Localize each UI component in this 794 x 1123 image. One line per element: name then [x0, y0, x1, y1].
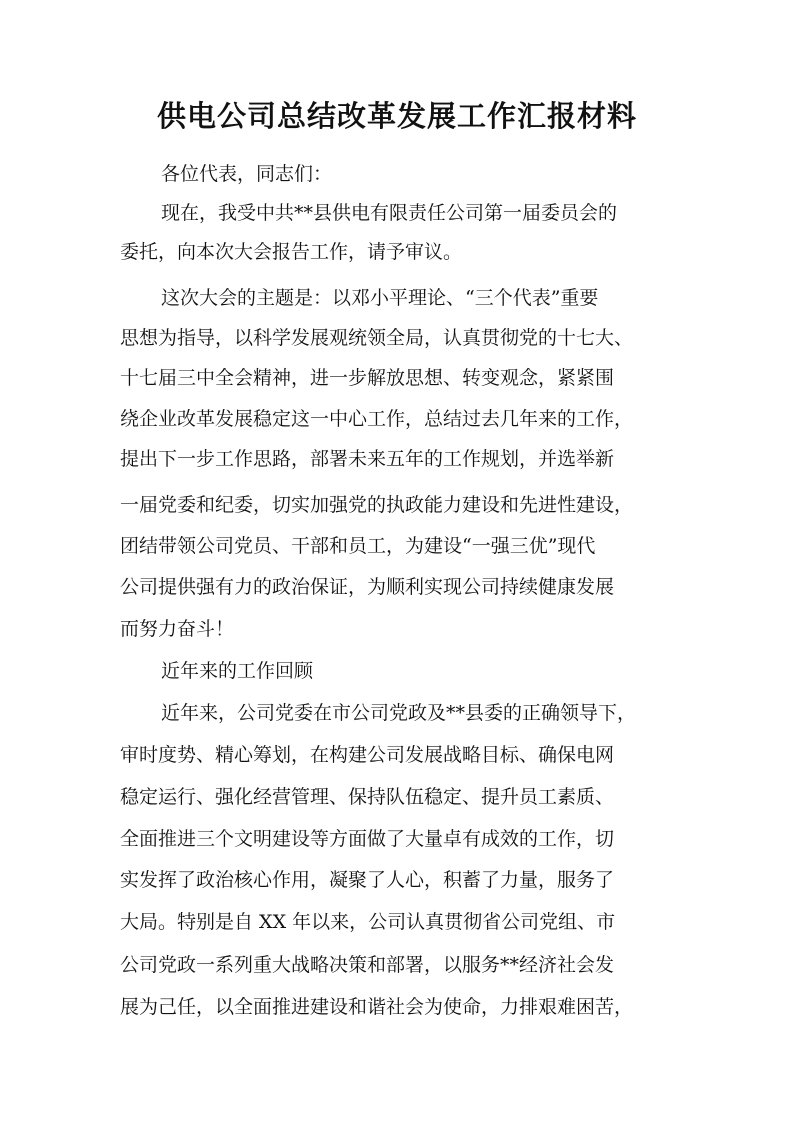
paragraph-line: 大局。特别是自 XX 年以来，公司认真贯彻省公司党组、市 [120, 911, 616, 933]
paragraph-line: 思想为指导，以科学发展观统领全局，认真贯彻党的十七大、 [120, 327, 634, 349]
paragraph-line: 十七届三中全会精神，进一步解放思想、转变观念，紧紧围 [120, 367, 615, 389]
paragraph-line: 一届党委和纪委，切实加强党的执政能力建设和先进性建设， [120, 494, 634, 516]
paragraph-line: 审时度势、精心筹划，在构建公司发展战略目标、确保电网 [120, 744, 615, 766]
section-heading: 近年来的工作回顾 [161, 660, 314, 682]
paragraph-line: 全面推进三个文明建设等方面做了大量卓有成效的工作，切 [120, 828, 615, 850]
paragraph-line: 展为己任，以全面推进建设和谐社会为使命，力排艰难困苦， [120, 996, 634, 1018]
paragraph-line: 公司党政一系列重大战略决策和部署，以服务**经济社会发 [120, 954, 615, 976]
paragraph-line: 委托，向本次大会报告工作，请予审议。 [120, 241, 463, 263]
paragraph-line: 这次大会的主题是：以邓小平理论、“三个代表”重要 [161, 287, 599, 309]
paragraph-line: 实发挥了政治核心作用，凝聚了人心，积蓄了力量，服务了 [120, 869, 615, 891]
paragraph-line: 而努力奋斗！ [120, 618, 235, 640]
document-title: 供电公司总结改革发展工作汇报材料 [156, 99, 637, 133]
paragraph-line: 团结带领公司党员、干部和员工，为建设“一强三优”现代 [120, 535, 596, 557]
paragraph-line: 提出下一步工作思路，部署未来五年的工作规划，并选举新 [120, 448, 615, 470]
paragraph-line: 公司提供强有力的政治保证，为顺利实现公司持续健康发展 [120, 576, 615, 598]
paragraph-line: 稳定运行、强化经营管理、保持队伍稳定、提升员工素质、 [120, 786, 615, 808]
paragraph-line: 现在，我受中共**县供电有限责任公司第一届委员会的 [161, 202, 618, 224]
paragraph-line: 近年来，公司党委在市公司党政及**县委的正确领导下， [161, 702, 637, 724]
salutation: 各位代表，同志们： [161, 163, 333, 185]
paragraph-line: 绕企业改革发展稳定这一中心工作，总结过去几年来的工作， [120, 408, 634, 430]
